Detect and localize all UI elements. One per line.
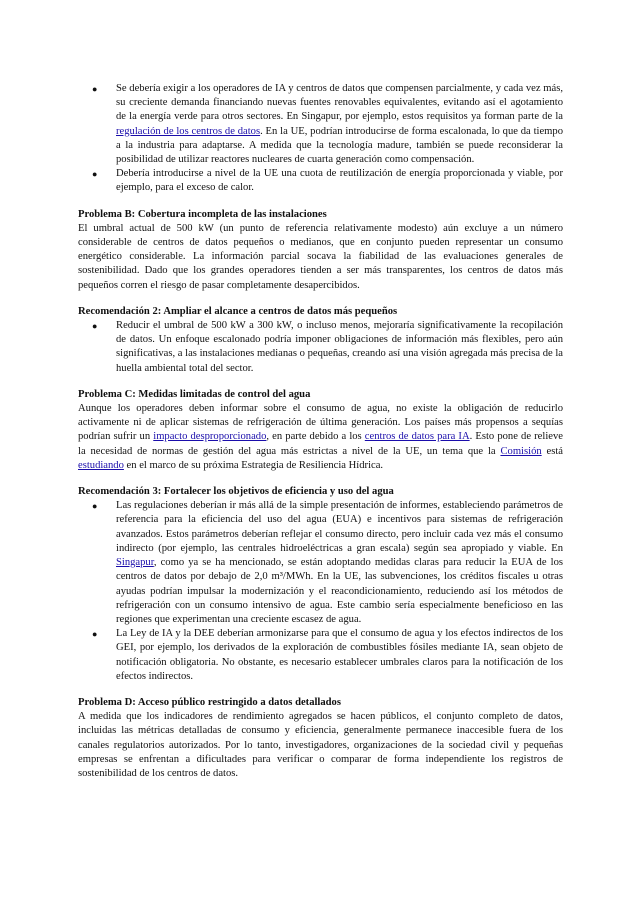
text-run: El umbral actual de 500 kW (un punto de referencia relativamente modesto) aún excluye a un número considerable de centros de datos pequeños o medianos, que en conjunto pueden representar un consumo energético considerable. La información parcial socava la fiabilidad de las evaluaciones generales de sostenibilidad. Dado que los grandes operadores tienden a ser más transparentes, los centros de datos más pequeños corren el riesgo de pasar completamente desapercibidos. xyxy=(78,222,563,291)
text-run: Reducir el umbral de 500 kW a 300 kW, o incluso menos, mejoraría significativamente la recopilación de datos. Un enfoque escalonado podría imponer obligaciones de información más flexibles, pero aún significativas, a las instalaciones medianas o pequeñas, creando así una visión agregada más precisa de la huella ambiental total del sector. xyxy=(116,320,563,374)
text-run: Debería introducirse a nivel de la UE una cuota de reutilización de energía proporcionada y viable, por ejemplo, para el exceso de calor. xyxy=(116,168,563,194)
section-heading: Problema D: Acceso público restringido a datos detallados xyxy=(78,696,341,708)
document-section xyxy=(78,388,563,473)
section-paragraph xyxy=(78,710,563,781)
bullet-icon: ● xyxy=(92,629,98,640)
inline-link[interactable]: estudiando xyxy=(78,459,124,471)
section-paragraph xyxy=(78,222,563,293)
section-heading: Recomendación 2: Ampliar el alcance a centros de datos más pequeños xyxy=(78,305,398,317)
inline-link[interactable]: centros de datos para IA xyxy=(364,431,470,443)
text-run: en el marco de su próxima Estrategia de Resiliencia Hídrica. xyxy=(123,459,384,471)
bullet-item xyxy=(92,627,563,684)
bullet-item xyxy=(92,82,563,167)
text-run: está xyxy=(541,445,563,457)
text-run: . Esto pone de relieve la necesidad de normas de gestión del agua más estrictas a nivel de la UE, un tema que la xyxy=(78,431,563,457)
text-run: La Ley de IA y la DEE deberían armonizarse para que el consumo de agua y los efectos indirectos de los GEI, por ejemplo, los derivados de la exploración de combustibles fósiles mediante IA, sean objeto de notificación obligatoria. No obstante, es necesario establecer umbrales claros para la notificación de los efectos indirectos. xyxy=(116,628,563,682)
bullet-icon: ● xyxy=(92,169,98,180)
document-section xyxy=(78,485,563,684)
text-run: Aunque los operadores deben informar sobre el consumo de agua, no existe la obligación de reducirlo activamente ni de aplicar sistemas de refrigeración de última generación. Los países más propensos a sequías podrían sufrir un xyxy=(78,403,563,443)
bullet-icon: ● xyxy=(92,321,98,332)
document-section xyxy=(78,305,563,376)
bullet-item xyxy=(92,167,563,195)
document-section xyxy=(78,696,563,781)
section-paragraph xyxy=(78,402,563,473)
text-run: Se debería exigir a los operadores de IA y centros de datos que compensen parcialmente, y cada vez más, su creciente demanda financiando nuevas fuentes renovables equivalentes, evitando así el agotamiento de la energía verde para otros sectores. En Singapur, por ejemplo, estos requisitos ya forman parte de la xyxy=(116,83,563,123)
intro-bullets-section xyxy=(78,82,563,196)
text-run: , como ya se ha mencionado, se están adoptando medidas claras para reducir la EUA de los centros de datos por debajo de 2,0 m³/MWh. En la UE, las subvenciones, los créditos fiscales u otras ayudas podrían impulsar la modernización y el reacondicionamiento, reduciendo así los métodos de refrigeración con un consumo intensivo de agua. Este cambio sería especialmente beneficioso en las regiones que experimentan una creciente escasez de agua. xyxy=(116,557,563,625)
document-section xyxy=(78,208,563,293)
text-run: . En la UE, podrían introducirse de forma escalonada, lo que da tiempo a la industria para adaptarse. A medida que la tecnología madure, también se puede reconsiderar la posibilidad de utilizar reactores nucleares de cuarta generación como compensación. xyxy=(116,125,563,166)
bullet-icon: ● xyxy=(92,501,98,512)
section-heading: Recomendación 3: Fortalecer los objetivos de eficiencia y uso del agua xyxy=(78,486,394,498)
bullet-list xyxy=(78,499,563,684)
text-run: Las regulaciones deberían ir más allá de la simple presentación de informes, estableciendo parámetros de referencia para la eficiencia del uso del agua (EUA) e incentivos para sistemas de refrigeración avanzados. Estos parámetros deberían reflejar el consumo directo, pero incluir cada vez más el consumo indirecto (por ejemplo, las centrales hidroeléctricas a gran escala) según sea apropiado y viable. En xyxy=(116,500,563,554)
bullet-icon: ● xyxy=(92,84,98,94)
bullet-item xyxy=(92,499,563,627)
inline-link[interactable]: Singapur xyxy=(116,557,154,569)
inline-link[interactable]: Comisión xyxy=(500,445,542,457)
bullet-list xyxy=(78,319,563,376)
inline-link[interactable]: regulación de los centros de datos xyxy=(116,125,261,137)
bullet-item xyxy=(92,319,563,376)
document-page xyxy=(78,82,563,793)
section-heading: Problema C: Medidas limitadas de control del agua xyxy=(78,388,311,400)
bullet-list xyxy=(78,82,563,196)
text-run: A medida que los indicadores de rendimiento agregados se hacen públicos, el conjunto completo de datos, incluidas las métricas detalladas de consumo y eficiencia, generalmente permanece inaccesible fuera de los canales regulatorios autorizados. Por lo tanto, investigadores, organizaciones de la sociedad civil y pequeñas empresas se enfrentan a dificultades para verificar o comparar de forma independiente los registros de sostenibilidad de los centros de datos. xyxy=(78,711,563,779)
text-run: , en parte debido a los xyxy=(266,431,365,443)
section-heading: Problema B: Cobertura incompleta de las instalaciones xyxy=(78,208,327,220)
inline-link[interactable]: impacto desproporcionado xyxy=(153,431,267,443)
